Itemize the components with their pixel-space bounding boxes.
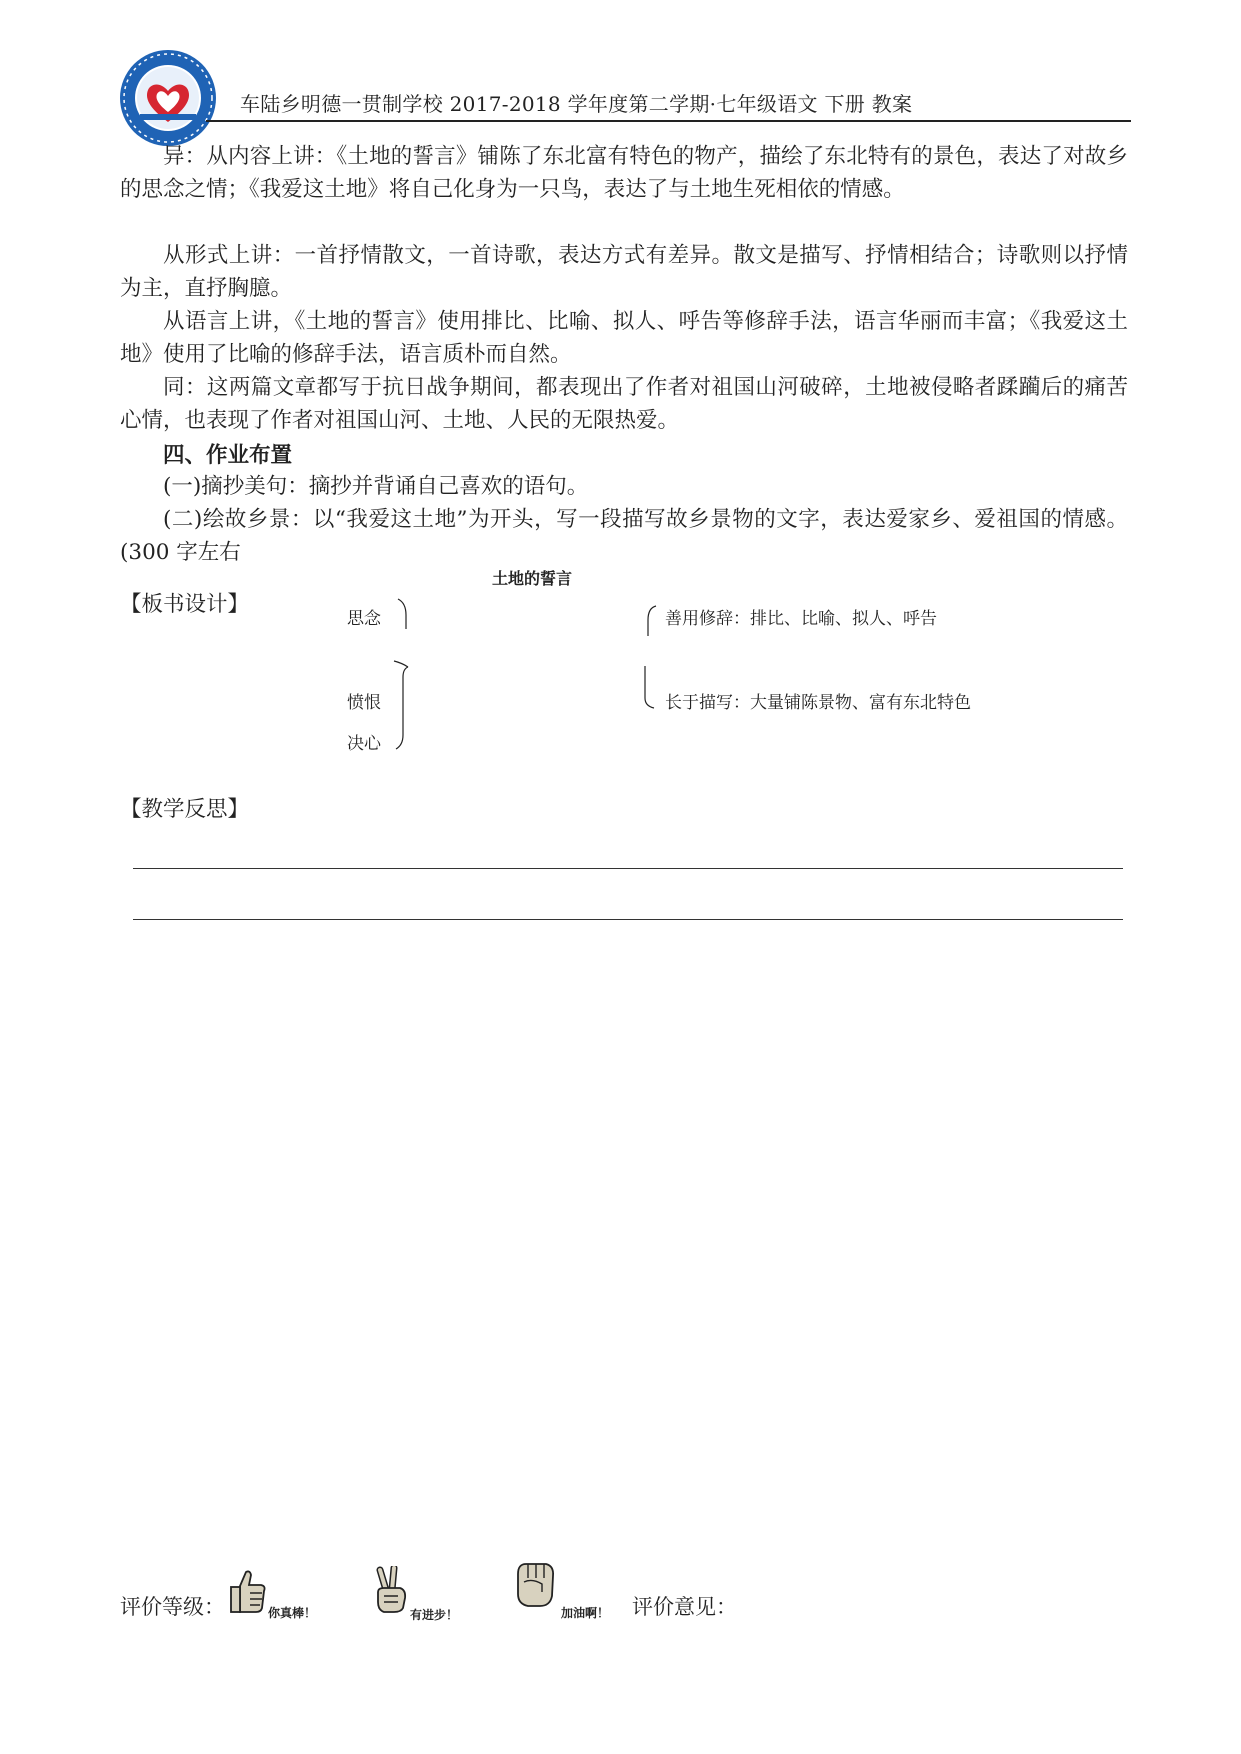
comment-label: 评价意见：	[632, 1595, 737, 1619]
badge-caption-great: 你真棒！	[268, 1606, 317, 1620]
board-title: 土地的誓言	[492, 569, 573, 588]
board-item-rhetoric: 善用修辞：排比、比喻、拟人、呼告	[665, 609, 937, 629]
fist-icon	[512, 1560, 558, 1614]
header-divider	[206, 120, 1131, 122]
thumbs-up-icon	[228, 1568, 268, 1618]
homework-item-2: (二)绘故乡景：以“我爱这土地”为开头，写一段描写故乡景物的文字，表达爱家乡、爱祖国的情感。(300 字左右	[120, 507, 1128, 565]
reflection-line-2	[133, 919, 1123, 920]
badge-caption-keep-going: 加油啊！	[561, 1606, 610, 1620]
section-heading-homework: 四、作业布置	[163, 443, 293, 468]
reflection-line-1	[133, 868, 1123, 869]
board-item-resentment: 愤恨	[347, 693, 381, 713]
board-item-longing: 思念	[347, 609, 381, 629]
board-item-description: 长于描写：大量铺陈景物、富有东北特色	[665, 693, 971, 713]
paragraph-difference-language: 从语言上讲，《土地的誓言》使用排比、比喻、拟人、呼告等修辞手法，语言华丽而丰富；《我爱这土地》使用了比喻的修辞手法，语言质朴而自然。	[120, 309, 1128, 367]
header-title: 车陆乡明德一贯制学校 2017-2018 学年度第二学期·七年级语文 下册 教案	[240, 92, 913, 116]
paragraph-difference-form: 从形式上讲：一首抒情散文，一首诗歌，表达方式有差异。散文是描写、抒情相结合；诗歌则以抒情为主，直抒胸臆。	[120, 243, 1128, 301]
board-left-brackets	[390, 595, 430, 755]
badge-caption-progress: 有进步！	[410, 1608, 459, 1622]
paragraph-similarity: 同：这两篇文章都写于抗日战争期间，都表现出了作者对祖国山河破碎，土地被侵略者蹂躏后的痛苦心情，也表现了作者对祖国山河、土地、人民的无限热爱。	[120, 375, 1128, 433]
grade-label: 评价等级：	[120, 1595, 225, 1619]
reflection-label: 【教学反思】	[120, 797, 250, 822]
paragraph-difference-content: 异：从内容上讲：《土地的誓言》铺陈了东北富有特色的物产，描绘了东北特有的景色，表达了对故乡的思念之情；《我爱这土地》将自己化身为一只鸟，表达了与土地生死相依的情感。	[120, 144, 1128, 202]
victory-hand-icon	[372, 1566, 410, 1618]
board-item-determination: 决心	[347, 734, 381, 754]
board-design-label: 【板书设计】	[120, 592, 250, 617]
school-logo-heart-icon	[118, 48, 218, 148]
homework-item-1: (一)摘抄美句：摘抄并背诵自己喜欢的语句。	[163, 474, 589, 499]
